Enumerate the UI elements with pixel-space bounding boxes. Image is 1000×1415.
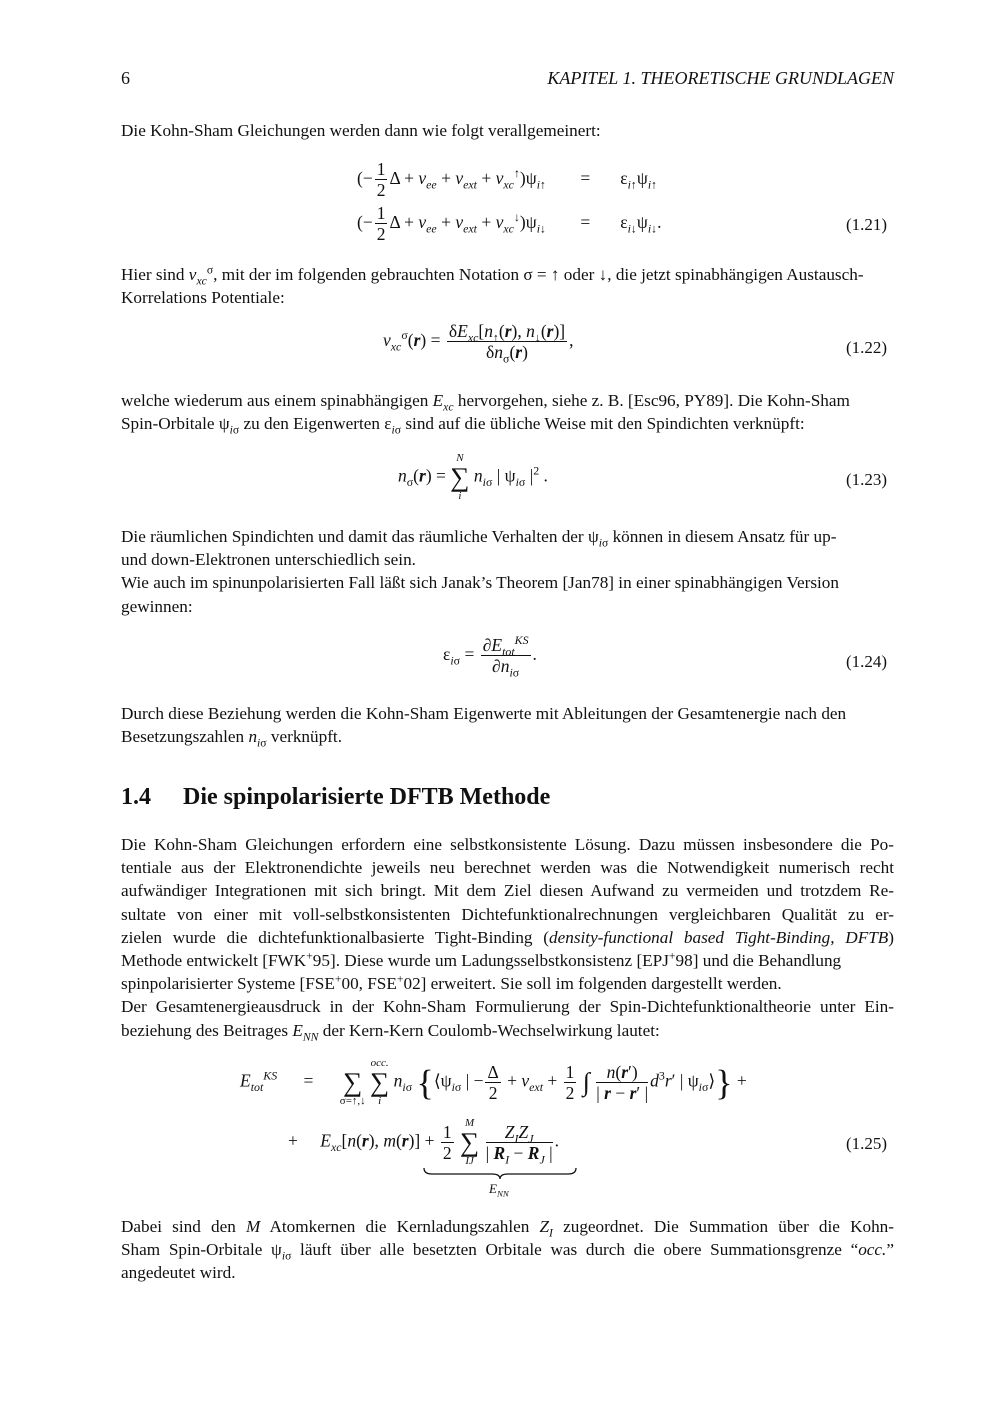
paragraph-hier: Hier sind $v_{xc}^\sigma$, mit der im folgenden gebrauchten Notation σ = ↑ oder ↓, die jetzt spinabhängigen Austausch- Korrelations Potentiale: bbox=[121, 263, 864, 308]
section-heading bbox=[121, 784, 550, 811]
section-title: Die spinpolarisierte DFTB Methode bbox=[183, 784, 551, 810]
equation-1-21-line2: (− $\frac{1}{2}$ $\Delta + v_{ee} + v_{ext} + v_{xc}^↓)\psi_{i↓} = \varepsilon_{i↓}\psi_{i↓}$. bbox=[357, 203, 662, 245]
running-header: KAPITEL 1. THEORETISCHE GRUNDLAGEN bbox=[547, 68, 894, 88]
equation-number: (1.25) bbox=[846, 1134, 888, 1153]
equation-1-21-line1: (− $\frac{1}{2}$ $\Delta + v_{ee} + v_{ext} + v_{xc}^↑)\psi_{i↑} = \varepsilon_{i↑}\psi_{i↑}$ bbox=[357, 159, 658, 201]
paragraph-intro bbox=[121, 119, 894, 142]
underbrace-label: $E_{NN}$ bbox=[489, 1181, 509, 1199]
equation-1-25-line1: $E_{tot}^{KS}$ = ∑ σ=↑,↓ occ. ∑ i $n_{i\sigma}$ {$⟨\psi_{i\sigma}$ | − $\frac{\Delta}{2}$ + $v_{ext}$ + $\frac{1}{2}$ ∫ $\frac{n(r')}{| r - r' |}$ $d^3r'$ | $\psi_{i\sigma}⟩$} + bbox=[240, 1057, 747, 1107]
paragraph-welche: welche wiederum aus einem spinabhängigen $E_{xc}$ hervorgehen, siehe z. B. [Esc96, PY89]. Die Kohn-Sham Spin-Orbitale $\psi_{i\sigma}$ zu den Eigenwerten $\varepsilon_{i\sigma}$ sind auf die übliche Weise mit den Spindichten verknüpft: bbox=[121, 391, 850, 437]
equation-1-24: $\varepsilon_{i\sigma}$ = $\frac{\partial E_{tot}^{KS}}{\partial n_{i\sigma}}$ . bbox=[443, 633, 537, 680]
section-number: 1.4 bbox=[121, 784, 151, 810]
page-number: 6 bbox=[121, 68, 130, 88]
equation-1-25-line2: + $E_{xc}[n(r)$, m(r)] + $\frac{1}{2}$ M ∑ IJ $\frac{Z_IZ_J}{| R_I - R_J |}$ . bbox=[288, 1117, 560, 1167]
equation-number: (1.24) bbox=[846, 652, 888, 671]
equation-1-22: $v_{xc}^\sigma(r)$ = $\frac{\delta E_{xc}[n_↑(r), n_↓(r)]}{\delta n_\sigma(r)}$ , bbox=[383, 321, 574, 366]
equation-number: (1.21) bbox=[846, 215, 888, 234]
equation-number: (1.22) bbox=[846, 338, 888, 357]
paragraph-raeumlich: Die räumlichen Spindichten und damit das räumliche Verhalten der $\psi_{i\sigma}$ können in diesem Ansatz für up- und down-Elektronen unterschiedlich sein. Wie auch im spinunpolarisierten Fall läßt sich Janak’s Theorem [Jan78] in einer spinabhängigen Version gewinnen: bbox=[121, 527, 839, 616]
text-line: Die Kohn-Sham Gleichungen werden dann wie folgt verallgemeinert: bbox=[121, 121, 601, 140]
equation-number: (1.23) bbox=[846, 470, 888, 489]
paragraph-durch: Durch diese Beziehung werden die Kohn-Sham Eigenwerte mit Ableitungen der Gesamtenergie nach den Besetzungszahlen $n_{i\sigma}$ verknüpft. bbox=[121, 704, 847, 750]
underbrace bbox=[422, 1166, 578, 1180]
paragraph-dftb: Die Kohn-Sham Gleichungen erfordern eine selbstkonsistente Lösung. Dazu müssen insbesondere die Po- tentiale aus der Elektronendichte jeweils neu berechnet werden was die Notwendigkeit numerisch recht aufwändiger Integrationen mit sich bringt. Mit dem Ziel diesen Aufwand zu vermeiden und trotzdem Re- sultate von einer mit voll-selbstkonsistenten Dichtefunktionalrechnungen vergleichbaren Qualität zu er- zielen wurde die dichtefunktionalbasierte Tight-Binding (density-functional based Tight-Binding, DFTB) Methode entwickelt [FWK+95]. Diese wurde um Ladungsselbstkonsistenz [EPJ+98] und die Behandlung spinpolarisierter Systeme [FSE+00, FSE+02] erweitert. Sie soll im folgenden dargestellt werden. Der Gesamtenergieausdruck in der Kohn-Sham Formulierung der Spin-Dichtefunktionaltheorie unter Ein- beziehung des Beitrages $E_{NN}$ der Kern-Kern Coulomb-Wechselwirkung lautet: bbox=[121, 835, 894, 1044]
paragraph-dabei: Dabei sind den M Atomkernen die Kernladungszahlen $Z_I$ zugeordnet. Die Summation über die Kohn- Sham Spin-Orbitale $\psi_{i\sigma}$ läuft über alle besetzten Orbitale was durch die obere Summationsgrenze “occ.” angedeutet wird. bbox=[121, 1217, 894, 1283]
equation-1-23: $n_\sigma(r)$ = N ∑ i $n_{i\sigma}$ | $\psi_{i\sigma}$ $|^2$ . bbox=[398, 452, 548, 502]
